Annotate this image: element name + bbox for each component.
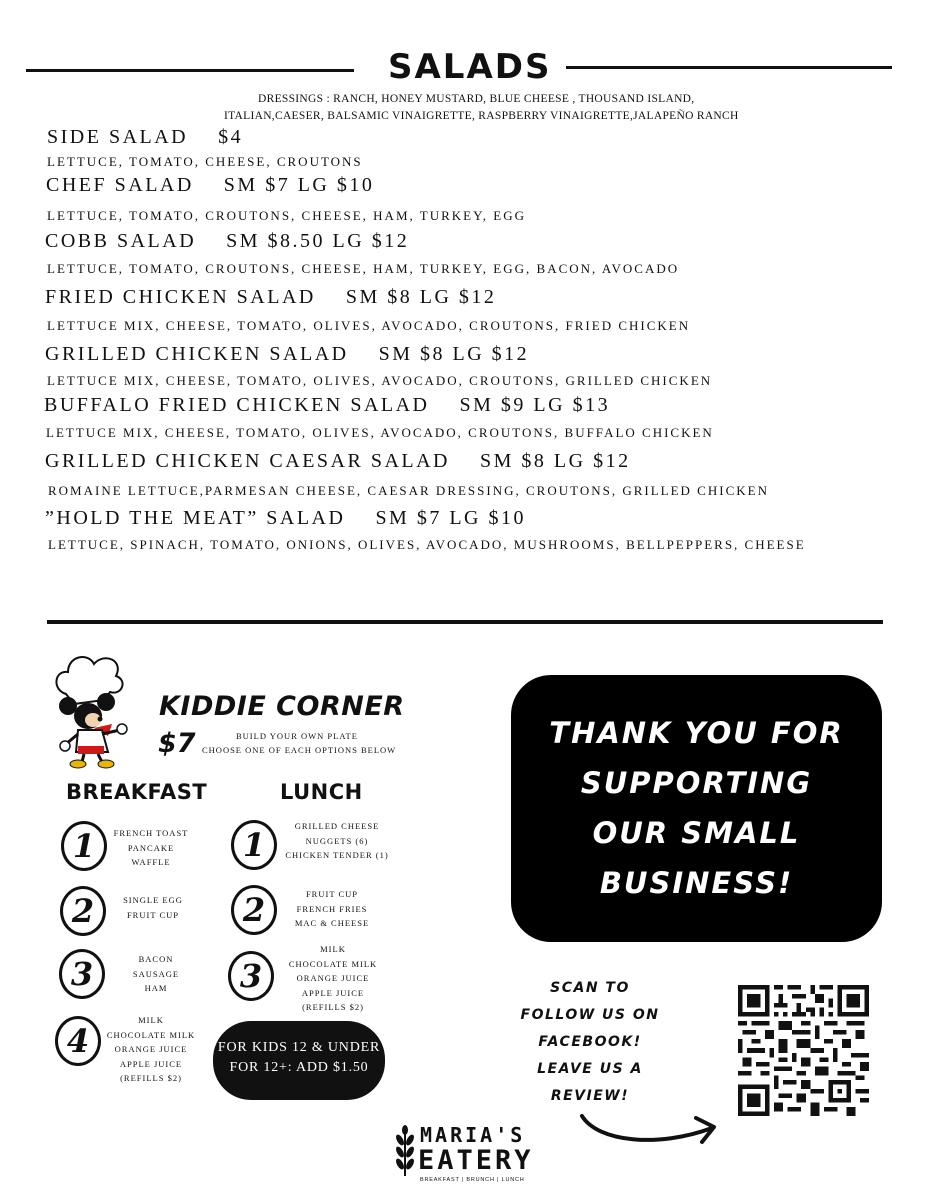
- menu-item-desc: LETTUCE, TOMATO, CHEESE, CROUTONS: [47, 154, 363, 169]
- option: CHOCOLATE MILK: [288, 958, 378, 969]
- option: MILK: [320, 944, 346, 954]
- option: MILK: [138, 1015, 164, 1025]
- breakfast-options-4: [96, 1013, 206, 1086]
- item-price: SM $8 LG $12: [480, 450, 631, 472]
- salads-rule-left: [26, 69, 354, 72]
- item-name: BUFFALO FRIED CHICKEN SALAD: [44, 394, 430, 416]
- item-name: COBB SALAD: [45, 230, 197, 252]
- arrow-icon: [578, 1108, 723, 1150]
- chef-mouse-illustration: [48, 648, 134, 770]
- breakfast-options-1: [96, 826, 206, 870]
- option: FRUIT CUP: [305, 889, 359, 899]
- thank-you-panel: [511, 675, 882, 942]
- thank-you-line-2: SUPPORTING: [580, 766, 813, 800]
- kids-age-line-1: FOR KIDS 12 & UNDER: [217, 1040, 381, 1055]
- item-name: CHEF SALAD: [46, 174, 194, 196]
- lunch-options-1: [282, 819, 392, 863]
- option: FRUIT CUP: [126, 909, 180, 920]
- section-divider: [47, 620, 883, 624]
- option: ORANGE JUICE: [114, 1044, 188, 1054]
- option: APPLE JUICE: [301, 987, 365, 998]
- kiddie-subtitle-1: BUILD YOUR OWN PLATE: [236, 731, 358, 741]
- salads-rule-right: [566, 66, 892, 69]
- kids-age-badge: [213, 1021, 385, 1100]
- item-name: SIDE SALAD: [47, 126, 189, 148]
- item-price: SM $8 LG $12: [378, 343, 530, 365]
- scan-line-3: FACEBOOK!: [538, 1034, 642, 1050]
- option: BACON: [138, 954, 174, 964]
- lunch-options-2: [277, 887, 387, 931]
- option: SAUSAGE: [132, 968, 180, 979]
- item-name: ”HOLD THE MEAT” SALAD: [45, 507, 346, 529]
- menu-item-desc: LETTUCE MIX, CHEESE, TOMATO, OLIVES, AVOCADO, CROUTONS, FRIED CHICKEN: [47, 318, 691, 333]
- menu-item-cobb-salad: [45, 230, 409, 253]
- menu-item-desc: LETTUCE, TOMATO, CROUTONS, CHEESE, HAM, TURKEY, EGG, BACON, AVOCADO: [47, 261, 680, 276]
- menu-item-hold-the-meat-salad: [45, 507, 526, 530]
- menu-item-desc: LETTUCE MIX, CHEESE, TOMATO, OLIVES, AVOCADO, CROUTONS, GRILLED CHICKEN: [47, 373, 713, 388]
- scan-line-2: FOLLOW US ON: [520, 1007, 660, 1023]
- dressings-line-1: DRESSINGS : RANCH, HONEY MUSTARD, BLUE CHEESE , THOUSAND ISLAND,: [258, 93, 695, 105]
- option: SINGLE EGG: [123, 895, 183, 905]
- lunch-options-3: [278, 942, 388, 1015]
- logo-line-1: MARIA'S: [420, 1123, 526, 1147]
- thank-you-line-4: BUSINESS!: [599, 866, 794, 900]
- option: (REFILLS $2): [302, 1002, 364, 1012]
- item-name: GRILLED CHICKEN SALAD: [45, 343, 349, 365]
- option: CHICKEN TENDER (1): [285, 850, 389, 860]
- breakfast-number-4: 4: [55, 1016, 101, 1066]
- breakfast-heading: BREAKFAST: [66, 780, 208, 804]
- menu-item-buffalo-fried-chicken-salad: [44, 394, 610, 417]
- kiddie-subtitle-2: CHOOSE ONE OF EACH OPTIONS BELOW: [202, 745, 397, 755]
- breakfast-options-3: [101, 952, 211, 996]
- option: GRILLED CHEESE: [294, 821, 380, 831]
- option: MAC & CHEESE: [294, 918, 370, 928]
- logo-tagline: BREAKFAST | BRUNCH | LUNCH: [420, 1177, 525, 1183]
- option: HAM: [144, 983, 168, 993]
- scan-line-1: SCAN TO: [550, 980, 630, 996]
- menu-item-chef-salad: [46, 174, 374, 197]
- menu-item-grilled-chicken-salad: [45, 343, 529, 366]
- scan-line-4: LEAVE US A: [537, 1061, 643, 1077]
- breakfast-number-2: 2: [60, 886, 106, 936]
- breakfast-number-1: 1: [61, 821, 107, 871]
- option: FRENCH TOAST: [113, 828, 189, 838]
- menu-item-side-salad: [47, 126, 243, 149]
- scan-text: [515, 975, 665, 1110]
- thank-you-line-3: OUR SMALL: [592, 816, 801, 850]
- option: FRENCH FRIES: [296, 903, 368, 914]
- thank-you-line-1: THANK YOU FOR: [549, 716, 844, 750]
- menu-item-desc: LETTUCE, TOMATO, CROUTONS, CHEESE, HAM, TURKEY, EGG: [47, 208, 527, 223]
- lunch-number-1: 1: [231, 820, 277, 870]
- breakfast-options-2: [98, 893, 208, 922]
- menu-item-grilled-chicken-caesar-salad: [45, 450, 631, 473]
- option: PANCAKE: [127, 842, 175, 853]
- menu-item-fried-chicken-salad: [45, 286, 496, 309]
- breakfast-number-3: 3: [59, 949, 105, 999]
- kiddie-price: $7: [158, 728, 196, 759]
- item-name: FRIED CHICKEN SALAD: [45, 286, 316, 308]
- option: WAFFLE: [131, 857, 171, 867]
- qr-code-icon[interactable]: [738, 985, 869, 1116]
- item-price: SM $7 LG $10: [223, 174, 375, 196]
- option: APPLE JUICE: [119, 1058, 183, 1069]
- lunch-number-3: 3: [228, 951, 274, 1001]
- menu-item-desc: ROMAINE LETTUCE,PARMESAN CHEESE, CAESAR DRESSING, CROUTONS, GRILLED CHICKEN: [48, 483, 769, 498]
- kids-age-line-2: FOR 12+: ADD $1.50: [229, 1060, 369, 1075]
- item-price: $4: [218, 126, 244, 148]
- lunch-number-2: 2: [231, 885, 277, 935]
- menu-item-desc: LETTUCE MIX, CHEESE, TOMATO, OLIVES, AVOCADO, CROUTONS, BUFFALO CHICKEN: [46, 425, 714, 440]
- scan-line-5: REVIEW!: [550, 1088, 630, 1104]
- lunch-heading: LUNCH: [280, 780, 363, 804]
- option: (REFILLS $2): [120, 1073, 182, 1083]
- wheat-icon: [395, 1124, 415, 1178]
- logo-line-2: EATERY: [418, 1145, 534, 1176]
- option: NUGGETS (6): [305, 835, 369, 846]
- item-price: SM $7 LG $10: [375, 507, 527, 529]
- salads-title: SALADS: [388, 47, 552, 87]
- menu-item-desc: LETTUCE, SPINACH, TOMATO, ONIONS, OLIVES, AVOCADO, MUSHROOMS, BELLPEPPERS, CHEESE: [48, 537, 806, 552]
- item-name: GRILLED CHICKEN CAESAR SALAD: [45, 450, 450, 472]
- item-price: SM $8 LG $12: [345, 286, 497, 308]
- option: CHOCOLATE MILK: [106, 1029, 196, 1040]
- option: ORANGE JUICE: [296, 973, 370, 983]
- item-price: SM $8.50 LG $12: [226, 230, 410, 252]
- dressings-line-2: ITALIAN,CAESER, BALSAMIC VINAIGRETTE, RASPBERRY VINAIGRETTE,JALAPEÑO RANCH: [224, 110, 739, 122]
- kiddie-corner-title: KIDDIE CORNER: [159, 691, 405, 722]
- item-price: SM $9 LG $13: [459, 394, 611, 416]
